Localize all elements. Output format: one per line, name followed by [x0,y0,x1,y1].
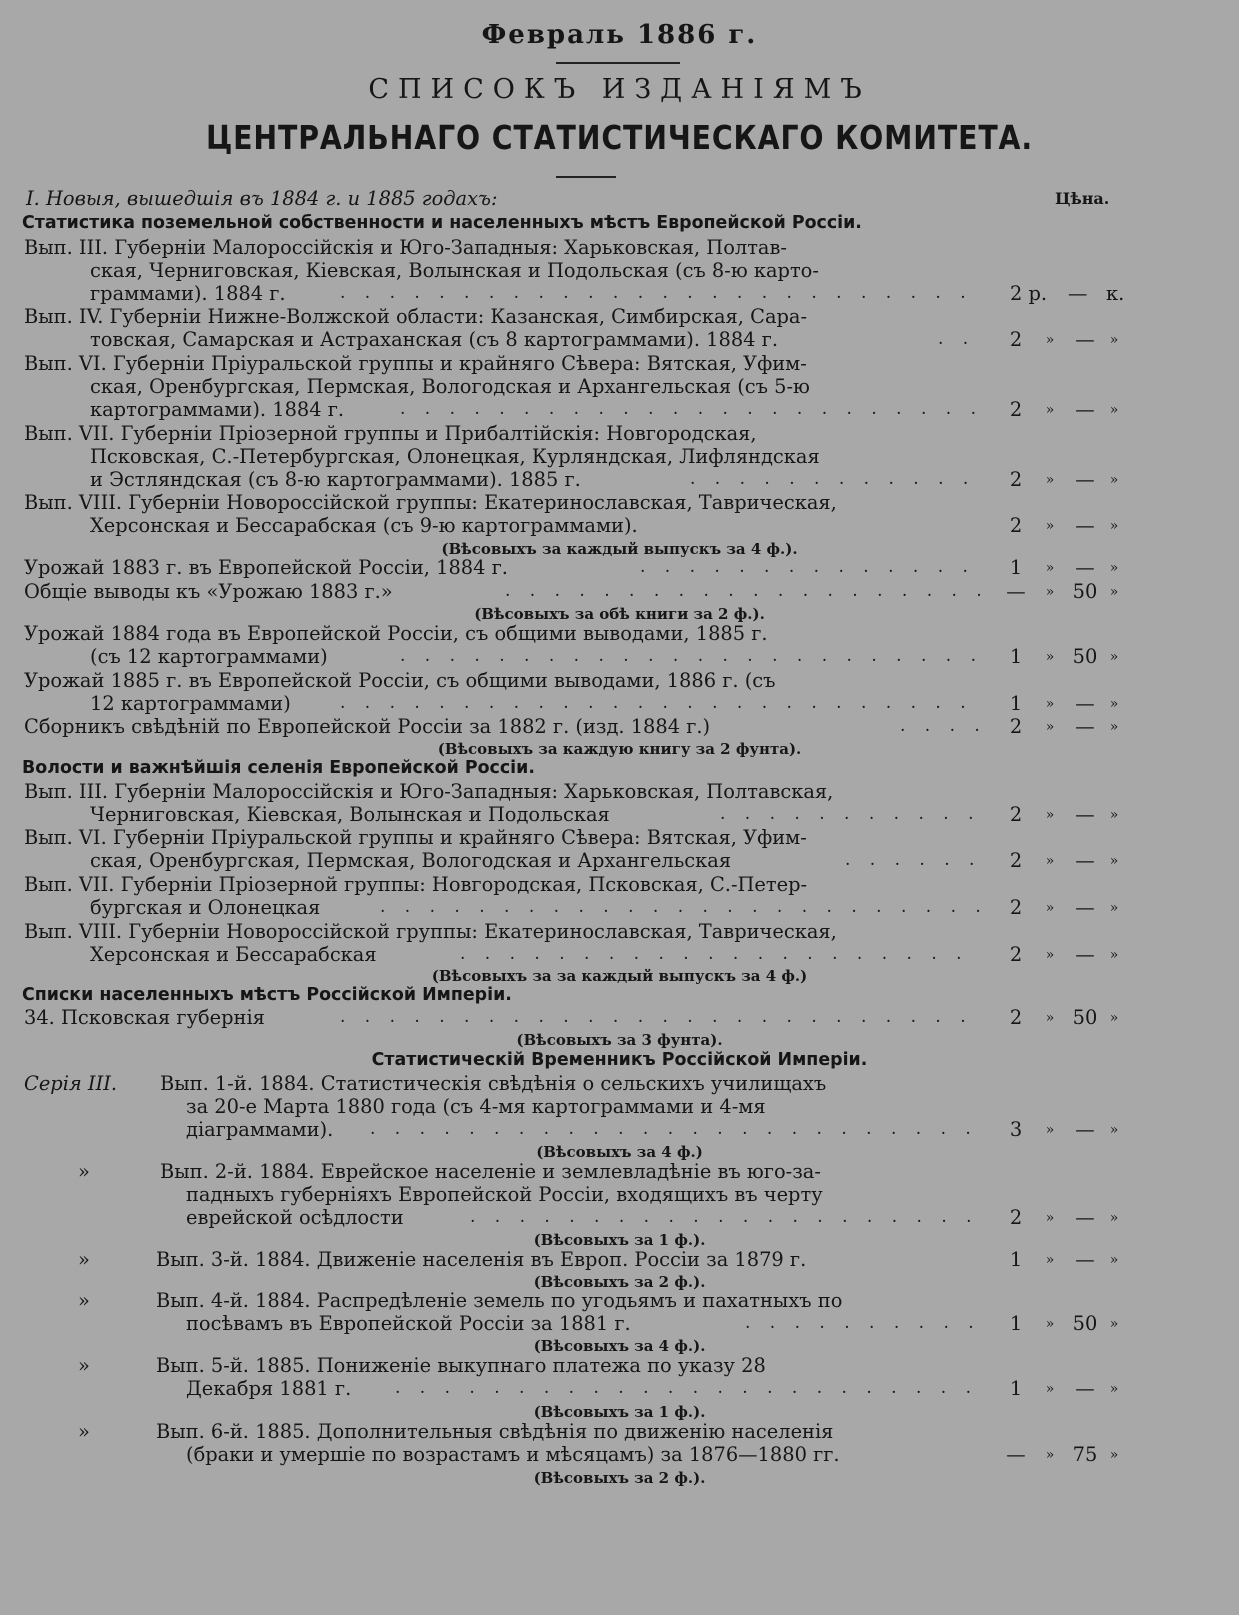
weight-note: (Вѣсовыхъ за 1 ф.). [533,1231,706,1249]
weight-note: (Вѣсовыхъ за 4 ф.) [536,1143,703,1161]
ditto-mark: » [1045,1381,1055,1397]
price-rubles: 2 [1009,514,1023,537]
ditto-mark: » [78,1420,90,1443]
price-rubles: 1 [1009,692,1023,715]
price-kopecks: — [1075,1248,1095,1271]
ditto-mark: » [1045,1252,1055,1268]
weight-note: (Вѣсовыхъ за 4 ф.). [533,1337,706,1355]
price-kopecks: 50 [1072,645,1098,668]
ditto-mark: » [1109,1010,1119,1026]
ditto-mark: » [78,1354,90,1377]
price-kopecks: 50 [1072,1006,1098,1029]
price-rubles: 2 [1009,1006,1023,1029]
ditto-mark: » [1045,584,1055,600]
price-kopecks: — [1075,943,1095,966]
weight-note: (Вѣсовыхъ за каждый выпускъ за 4 ф.). [441,540,798,558]
price-kopecks-label: к. [1106,282,1125,305]
ditto-mark: » [1045,332,1055,348]
list-item: Вып. 2-й. 1884. Еврейское населеніе и землевладѣніе въ юго-за- [160,1160,821,1183]
dot-leader [470,1207,980,1229]
list-item: бургская и Олонецкая [90,896,321,919]
price-kopecks: — [1075,692,1095,715]
price-rubles: 2 [1009,398,1023,421]
price-kopecks: — [1075,803,1095,826]
ditto-mark: » [78,1289,90,1312]
ditto-mark: » [1109,1381,1119,1397]
list-item: ская, Черниговская, Кіевская, Волынская и Подольская (съ 8-ю карто- [90,259,819,282]
dot-leader [340,1007,980,1029]
dot-leader [400,646,980,668]
ditto-mark: » [1109,807,1119,823]
list-item: Черниговская, Кіевская, Волынская и Подольская [90,803,610,826]
price-rubles: 1 [1009,645,1023,668]
list-item: Херсонская и Бессарабская (съ 9-ю картограммами). [90,514,638,537]
header-divider-bottom [556,176,616,178]
list-item: Вып. VII. Губерніи Пріозерной группы: Новгородская, Псковская, С.-Петер- [24,873,808,896]
ditto-mark: » [1109,853,1119,869]
ditto-mark: » [1109,1316,1119,1332]
document-date: Февраль 1886 г. [481,20,758,50]
ditto-mark: » [1045,1122,1055,1138]
price-rubles: 2 [1009,803,1023,826]
list-item: Вып. 6-й. 1885. Дополнительныя свѣдѣнія по движенію населенія [156,1420,834,1443]
price-rubles: 1 [1009,1312,1023,1335]
weight-note: (Вѣсовыхъ за 3 фунта). [516,1031,723,1049]
dot-leader [380,897,980,919]
price-rubles: 1 [1009,556,1023,579]
dot-leader [845,850,980,872]
list-item: падныхъ губерніяхъ Европейской Россіи, входящихъ въ черту [186,1183,823,1206]
dot-leader [395,1378,980,1400]
list-item: Урожай 1883 г. въ Европейской Россіи, 1884 г. [24,556,508,579]
list-item: Урожай 1885 г. въ Европейской Россіи, съ общими выводами, 1886 г. (съ [24,669,776,692]
ditto-mark: » [1045,853,1055,869]
ditto-mark: » [1109,402,1119,418]
list-item: Вып. 3-й. 1884. Движеніе населенія въ Европ. Россіи за 1879 г. [156,1248,807,1271]
ditto-mark: » [1045,1010,1055,1026]
price-dash: — [1068,282,1088,305]
price-kopecks: — [1075,556,1095,579]
list-item: за 20-е Марта 1880 года (съ 4-мя картограммами и 4-мя [186,1095,766,1118]
list-item: Урожай 1884 года въ Европейской Россіи, съ общими выводами, 1885 г. [24,622,768,645]
list-item: Вып. VIII. Губерніи Новороссійской группы: Екатеринославская, Таврическая, [24,920,837,943]
list-item: 12 картограммами) [90,692,291,715]
ditto-mark: » [1109,696,1119,712]
header-divider-top [556,62,680,64]
dot-leader [640,557,980,579]
dot-leader [400,399,980,421]
dot-leader [900,716,980,738]
list-item: ская, Оренбургская, Пермская, Вологодская и Архангельская (съ 5-ю [90,375,810,398]
list-item: граммами). 1884 г. [90,282,286,305]
dot-leader [370,1119,980,1141]
price-rubles: 2 [1009,715,1023,738]
ditto-mark: » [1045,807,1055,823]
ditto-mark: » [1045,402,1055,418]
price-kopecks: — [1075,896,1095,919]
price-column-header: Цѣна. [1055,189,1110,208]
list-item: Вып. VI. Губерніи Пріуральской группы и крайняго Сѣвера: Вятская, Уфим- [24,352,807,375]
price-kopecks: — [1075,715,1095,738]
organization-title: ЦЕНТРАЛЬНАГО СТАТИСТИЧЕСКАГО КОМИТЕТА. [205,118,1034,157]
price-rubles: — [1006,580,1026,603]
price-rubles: 2 [1009,468,1023,491]
dot-leader [340,283,980,305]
ditto-mark: » [1109,472,1119,488]
price-kopecks: 75 [1072,1443,1098,1466]
price-rubles: 2 р. [1010,282,1048,305]
weight-note: (Вѣсовыхъ за 2 ф.). [533,1273,706,1291]
ditto-mark: » [1045,947,1055,963]
ditto-mark: » [1109,900,1119,916]
list-item: 34. Псковская губернія [24,1006,265,1029]
ditto-mark: » [1109,649,1119,665]
ditto-mark: » [1045,1316,1055,1332]
list-item: Сборникъ свѣдѣній по Европейской Россіи за 1882 г. (изд. 1884 г.) [24,715,711,738]
list-title: СПИСОКЪ ИЗДАНІЯМЪ [368,74,871,105]
price-rubles: — [1006,1443,1026,1466]
dot-leader [745,1313,980,1335]
price-kopecks: — [1075,398,1095,421]
ditto-mark: » [1045,472,1055,488]
price-kopecks: — [1075,1118,1095,1141]
price-rubles: 2 [1009,1206,1023,1229]
dot-leader [690,469,980,491]
list-item: Херсонская и Бессарабская [90,943,377,966]
list-item: Вып. 1-й. 1884. Статистическія свѣдѣнія о сельскихъ училищахъ [160,1072,827,1095]
list-item: Вып. III. Губерніи Малороссійскія и Юго-Западныя: Харьковская, Полтавская, [24,780,834,803]
price-kopecks: — [1075,468,1095,491]
list-item: Псковская, С.-Петербургская, Олонецкая, Курляндская, Лифляндская [90,445,820,468]
list-item: Вып. IV. Губерніи Нижне-Волжской области: Казанская, Симбирская, Сара- [24,305,808,328]
list-item: и Эстляндская (съ 8-ю картограммами). 1885 г. [90,468,581,491]
vremennik-heading: Статистическій Временникъ Россійской Имперіи. [371,1050,868,1070]
list-item: Вып. 4-й. 1884. Распредѣленіе земель по угодьямъ и пахатныхъ по [156,1289,843,1312]
price-kopecks: — [1075,1377,1095,1400]
weight-note: (Вѣсовыхъ за каждую книгу за 2 фунта). [437,740,802,758]
list-item: ская, Оренбургская, Пермская, Вологодская и Архангельская [90,849,732,872]
list-item: Вып. 5-й. 1885. Пониженіе выкупнаго платежа по указу 28 [156,1354,766,1377]
list-item: посѣвамъ въ Европейской Россіи за 1881 г. [186,1312,631,1335]
price-kopecks: — [1075,1206,1095,1229]
list-item: (браки и умершіе по возрастамъ и мѣсяцамъ) за 1876—1880 гг. [186,1443,840,1466]
list-item: Вып. III. Губерніи Малороссійскія и Юго-Западныя: Харьковская, Полтав- [24,236,787,259]
price-rubles: 2 [1009,328,1023,351]
price-kopecks: — [1075,849,1095,872]
price-rubles: 3 [1009,1118,1023,1141]
price-rubles: 1 [1009,1248,1023,1271]
price-rubles: 1 [1009,1377,1023,1400]
spiski-heading: Списки населенныхъ мѣстъ Россійской Имперіи. [22,985,512,1005]
ditto-mark: » [1109,560,1119,576]
dot-leader [340,693,980,715]
list-item: Вып. VII. Губерніи Пріозерной группы и Прибалтійскія: Новгородская, [24,422,757,445]
price-kopecks: — [1075,514,1095,537]
ditto-mark: » [1045,560,1055,576]
price-rubles: 2 [1009,943,1023,966]
ditto-mark: » [78,1248,90,1271]
price-rubles: 2 [1009,849,1023,872]
list-item: діаграммами). [186,1118,334,1141]
list-item: Вып. VIII. Губерніи Новороссійской группы: Екатеринославская, Таврическая, [24,491,837,514]
ditto-mark: » [1045,900,1055,916]
ditto-mark: » [1109,332,1119,348]
price-kopecks: — [1075,328,1095,351]
dot-leader [460,944,980,966]
dot-leader [938,329,980,351]
ditto-mark: » [1109,1122,1119,1138]
volosti-heading: Волости и важнѣйшія селенія Европейской Россіи. [22,758,535,778]
ditto-mark: » [1109,584,1119,600]
ditto-mark: » [1045,518,1055,534]
list-item: Вып. VI. Губерніи Пріуральской группы и крайняго Сѣвера: Вятская, Уфим- [24,826,807,849]
dot-leader [505,581,980,603]
price-kopecks: 50 [1072,580,1098,603]
ditto-mark: » [1045,719,1055,735]
ditto-mark: » [78,1160,90,1183]
price-rubles: 2 [1009,896,1023,919]
list-item: товская, Самарская и Астраханская (съ 8 картограммами). 1884 г. [90,328,779,351]
series-label: Серія III. [24,1072,118,1095]
ditto-mark: » [1109,1252,1119,1268]
weight-note: (Вѣсовыхъ за 1 ф.). [533,1403,706,1421]
list-item: (съ 12 картограммами) [90,645,328,668]
land-statistics-heading: Статистика поземельной собственности и населенныхъ мѣстъ Европейской Россіи. [22,213,862,233]
list-item: Общіе выводы къ «Урожаю 1883 г.» [24,580,393,603]
weight-note: (Вѣсовыхъ за за каждый выпускъ за 4 ф.) [431,967,808,985]
ditto-mark: » [1109,1210,1119,1226]
list-item: еврейской осѣдлости [186,1206,404,1229]
ditto-mark: » [1045,1447,1055,1463]
ditto-mark: » [1109,719,1119,735]
dot-leader [720,804,980,826]
section-title: I. Новыя, вышедшія въ 1884 г. и 1885 годахъ: [26,187,498,210]
weight-note: (Вѣсовыхъ за 2 ф.). [533,1469,706,1487]
list-item: картограммами). 1884 г. [90,398,345,421]
ditto-mark: » [1045,696,1055,712]
ditto-mark: » [1109,947,1119,963]
ditto-mark: » [1045,649,1055,665]
ditto-mark: » [1045,1210,1055,1226]
list-item: Декабря 1881 г. [186,1377,352,1400]
price-kopecks: 50 [1072,1312,1098,1335]
ditto-mark: » [1109,518,1119,534]
weight-note: (Вѣсовыхъ за обѣ книги за 2 ф.). [474,605,765,623]
ditto-mark: » [1109,1447,1119,1463]
